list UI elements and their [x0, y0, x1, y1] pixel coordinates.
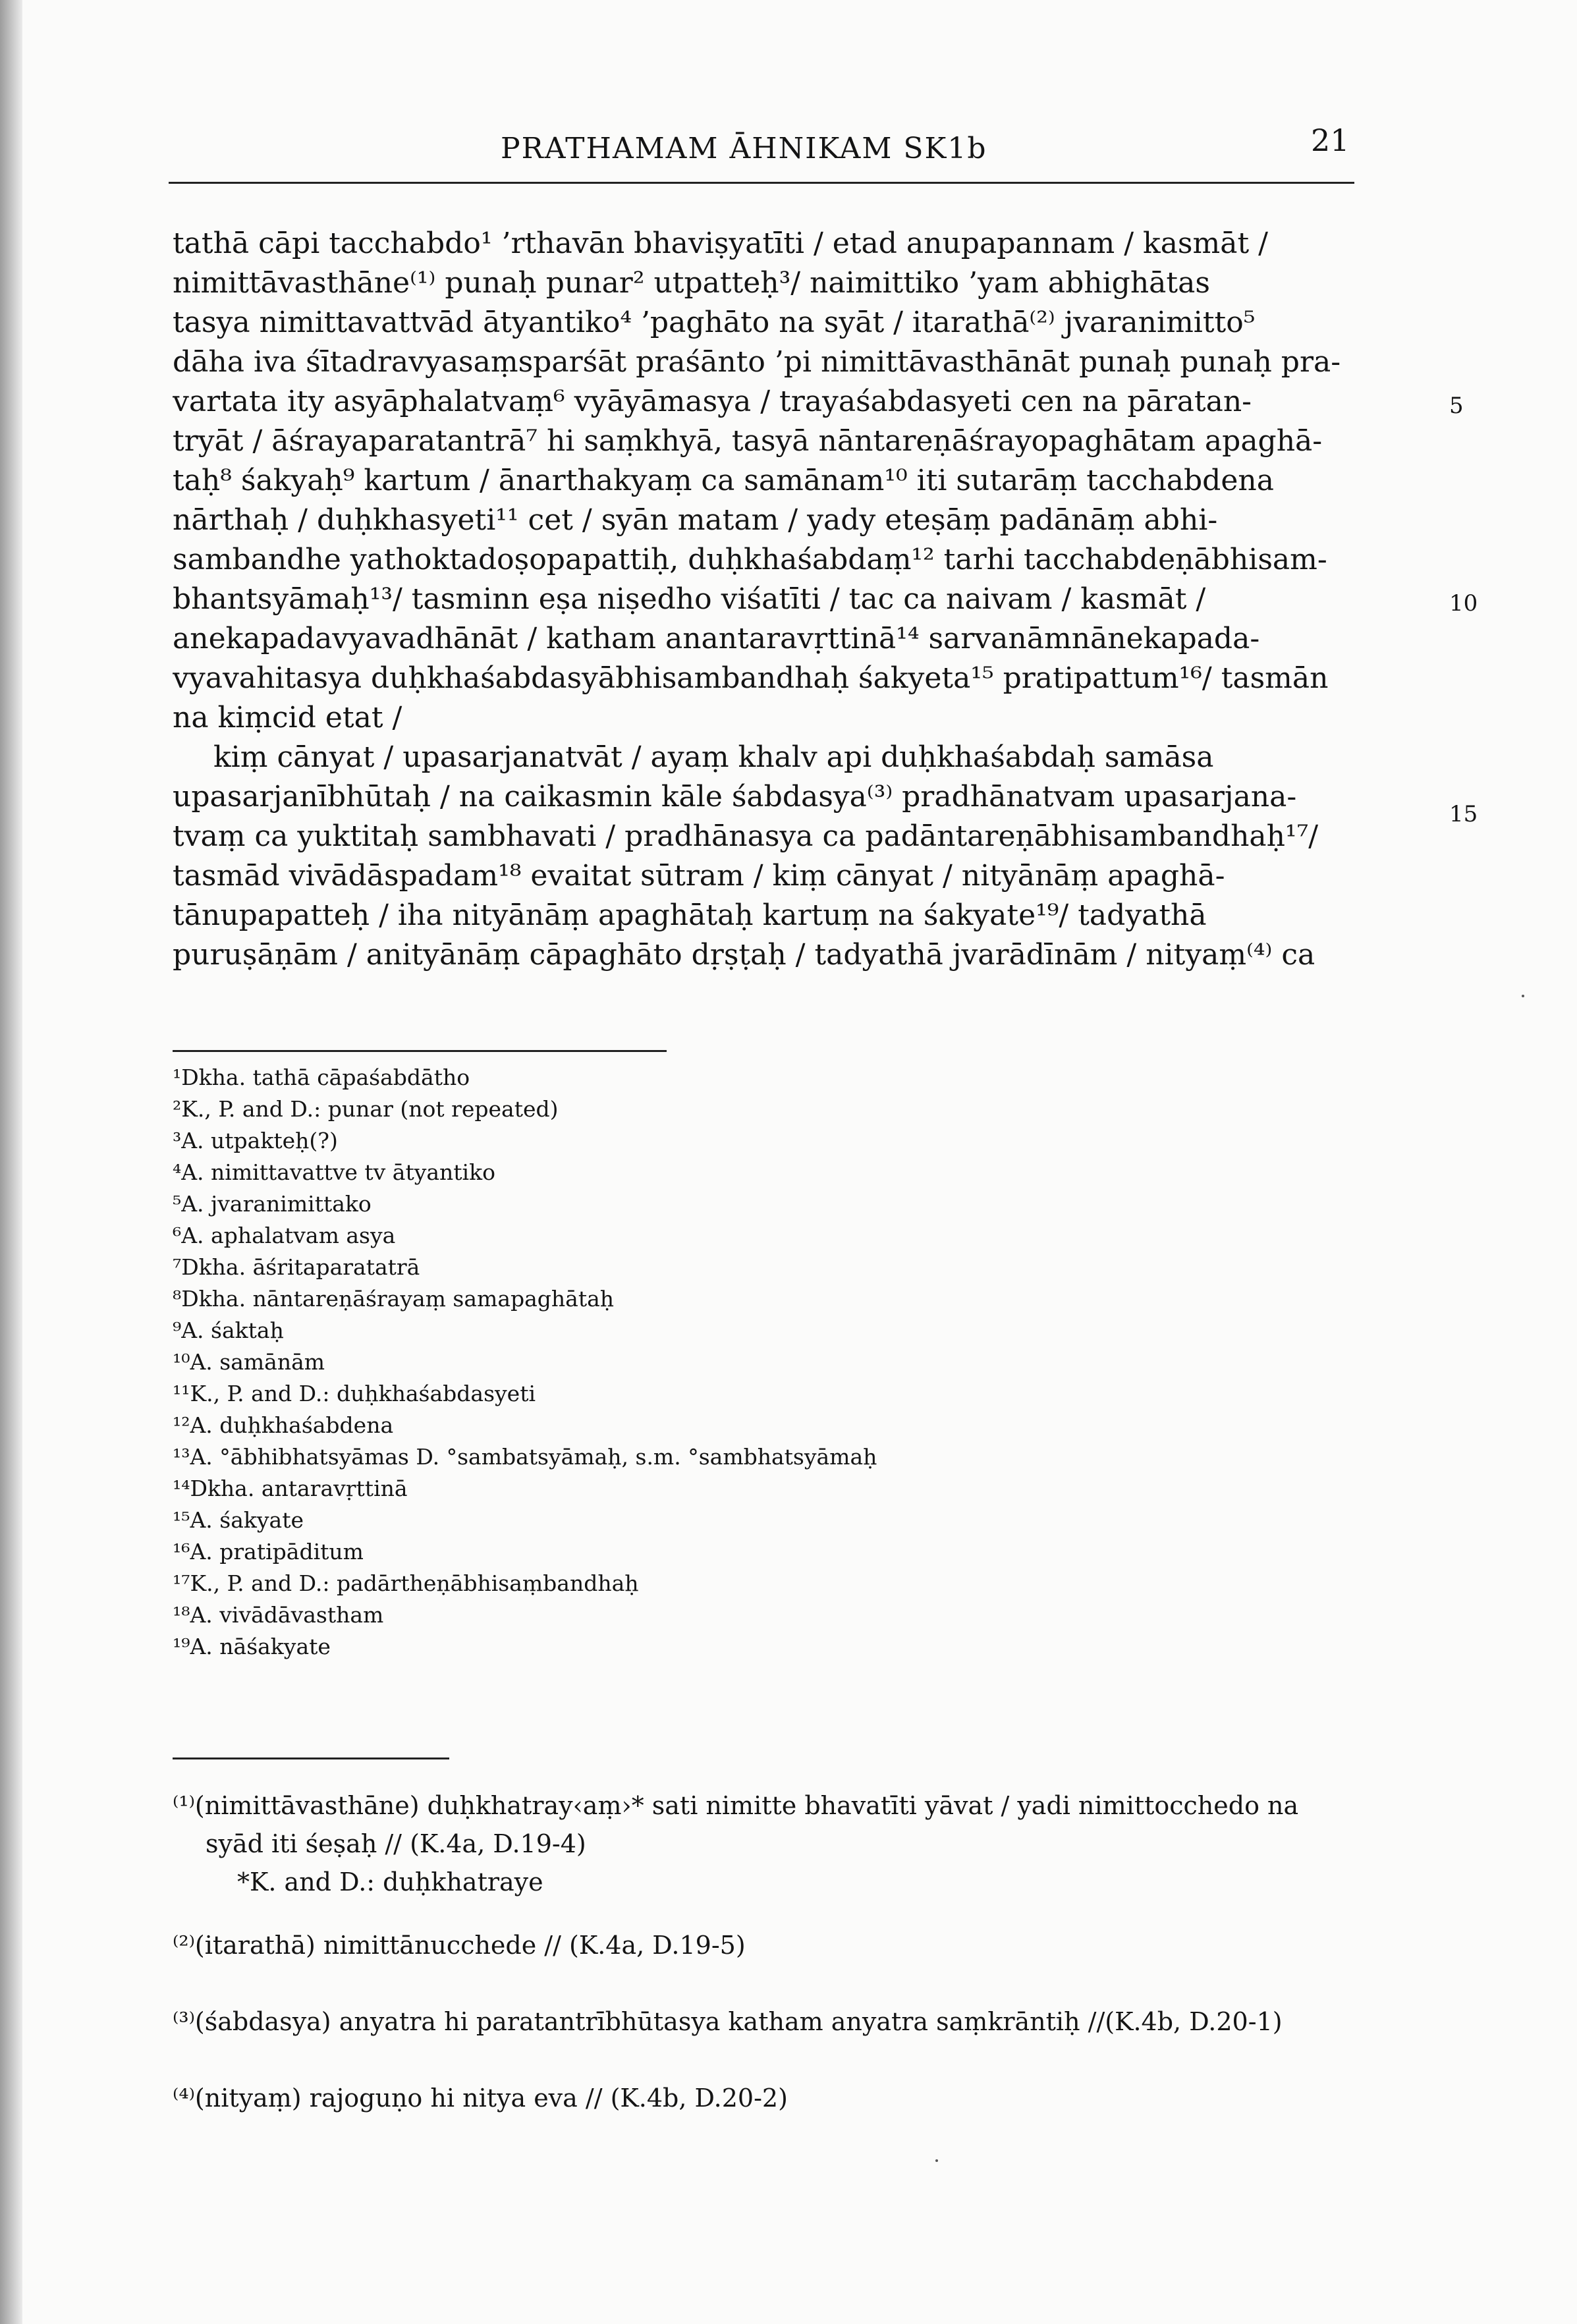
scan-speck [1522, 995, 1524, 997]
footnote: ¹¹K., P. and D.: duḥkhaśabdasyeti [173, 1381, 536, 1406]
text-line: tvaṃ ca yuktitaḥ sambhavati / pradhānasya ca padāntareṇābhisambandhaḥ¹⁷/ [173, 819, 1319, 853]
footnote: ⁵A. jvaranimittako [173, 1191, 372, 1217]
running-header-title: PRATHAMAM ĀHNIKAM SK1b [501, 132, 987, 165]
footnote: ¹⁰A. samānām [173, 1349, 325, 1375]
scan-speck [935, 2159, 938, 2162]
footnote: ¹⁸A. vivādāvastham [173, 1602, 384, 1628]
footnote: ⁷Dkha. āśritaparatatrā [173, 1254, 420, 1280]
commentary-note: ⁽²⁾(itarathā) nimittānucchede // (K.4a, D.19-5) [173, 1931, 746, 1960]
text-line: nimittāvasthāne⁽¹⁾ punaḥ punar² utpatteḥ³/ naimittiko ’yam abhighātas [173, 266, 1210, 300]
scan-gutter-shadow [0, 0, 22, 2324]
text-line: puruṣāṇām / anityānāṃ cāpaghāto dṛṣṭaḥ / tadyathā jvarādīnām / nityaṃ⁽⁴⁾ ca [173, 938, 1315, 972]
line-number-5: 5 [1449, 393, 1464, 419]
footnote: ²K., P. and D.: punar (not repeated) [173, 1096, 559, 1122]
text-line: tasya nimittavattvād ātyantiko⁴ ’paghāto na syāt / itarathā⁽²⁾ jvaranimitto⁵ [173, 306, 1256, 339]
footnote: ¹⁹A. nāśakyate [173, 1634, 331, 1659]
page-number: 21 [1311, 123, 1350, 158]
footnote: ⁶A. aphalatvam asya [173, 1223, 396, 1248]
footnote: ¹⁶A. pratipāditum [173, 1539, 364, 1564]
footnote: ¹³A. °ābhibhatsyāmas D. °sambatsyāmaḥ, s.m. °sambhatsyāmaḥ [173, 1444, 877, 1470]
header-rule [169, 182, 1354, 184]
text-line: sambandhe yathoktadoṣopapattiḥ, duḥkhaśabdaṃ¹² tarhi tacchabdeṇābhisam- [173, 543, 1327, 576]
text-line: vartata ity asyāphalatvaṃ⁶ vyāyāmasya / trayaśabdasyeti cen na pāratan- [173, 385, 1252, 418]
footnote: ¹⁵A. śakyate [173, 1507, 304, 1533]
commentary-subnote: *K. and D.: duḥkhatraye [237, 1868, 543, 1896]
commentary-note-continuation: syād iti śeṣaḥ // (K.4a, D.19-4) [206, 1829, 586, 1858]
text-line: tryāt / āśrayaparatantrā⁷ hi saṃkhyā, tasyā nāntareṇāśrayopaghātam apaghā- [173, 424, 1323, 458]
text-line: upasarjanībhūtaḥ / na caikasmin kāle śabdasya⁽³⁾ pradhānatvam upasarjana- [173, 780, 1297, 814]
commentary-separator [173, 1757, 449, 1759]
line-number-10: 10 [1449, 590, 1478, 617]
text-line: anekapadavyavadhānāt / katham anantaravṛttinā¹⁴ sarvanāmnānekapada- [173, 622, 1260, 655]
commentary-note: ⁽³⁾(śabdasya) anyatra hi paratantrībhūtasya katham anyatra saṃkrāntiḥ //(K.4b, D.20-1) [173, 2007, 1283, 2036]
footnote: ¹²A. duḥkhaśabdena [173, 1412, 394, 1438]
text-line: tasmād vivādāspadam¹⁸ evaitat sūtram / kiṃ cānyat / nityānāṃ apaghā- [173, 859, 1225, 893]
commentary-note: ⁽⁴⁾(nityaṃ) rajoguṇo hi nitya eva // (K.4b, D.20-2) [173, 2084, 788, 2113]
footnote: ¹⁷K., P. and D.: padārtheṇābhisaṃbandhaḥ [173, 1570, 639, 1596]
footnote: ⁴A. nimittavattve tv ātyantiko [173, 1159, 495, 1185]
text-line: dāha iva śītadravyasaṃsparśāt praśānto ’pi nimittāvasthānāt punaḥ punaḥ pra- [173, 345, 1341, 379]
footnote: ⁸Dkha. nāntareṇāśrayaṃ samapaghātaḥ [173, 1286, 615, 1312]
footnote: ³A. utpakteḥ(?) [173, 1128, 338, 1153]
footnote: ⁹A. śaktaḥ [173, 1317, 284, 1343]
text-line: taḥ⁸ śakyaḥ⁹ kartum / ānarthakyaṃ ca samānam¹⁰ iti sutarāṃ tacchabdena [173, 464, 1274, 497]
footnote: ¹Dkha. tathā cāpaśabdātho [173, 1065, 470, 1090]
text-line: bhantsyāmaḥ¹³/ tasminn eṣa niṣedho viśatīti / tac ca naivam / kasmāt / [173, 582, 1206, 616]
commentary-note: ⁽¹⁾(nimittāvasthāne) duḥkhatray‹aṃ›* sati nimitte bhavatīti yāvat / yadi nimittocchedo na [173, 1791, 1299, 1820]
text-line: nārthaḥ / duḥkhasyeti¹¹ cet / syān matam / yady eteṣāṃ padānāṃ abhi- [173, 503, 1218, 537]
footnote-separator [173, 1050, 667, 1052]
footnote: ¹⁴Dkha. antaravṛttinā [173, 1476, 408, 1501]
text-line: vyavahitasya duḥkhaśabdasyābhisambandhaḥ śakyeta¹⁵ pratipattum¹⁶/ tasmān [173, 661, 1329, 695]
text-line: tathā cāpi tacchabdo¹ ’rthavān bhaviṣyatīti / etad anupapannam / kasmāt / [173, 227, 1268, 260]
text-line: tānupapatteḥ / iha nityānāṃ apaghātaḥ kartuṃ na śakyate¹⁹/ tadyathā [173, 899, 1207, 932]
text-line: na kiṃcid etat / [173, 701, 402, 734]
line-number-15: 15 [1449, 801, 1478, 827]
text-line-paragraph-start: kiṃ cānyat / upasarjanatvāt / ayaṃ khalv api duḥkhaśabdaḥ samāsa [213, 740, 1214, 774]
